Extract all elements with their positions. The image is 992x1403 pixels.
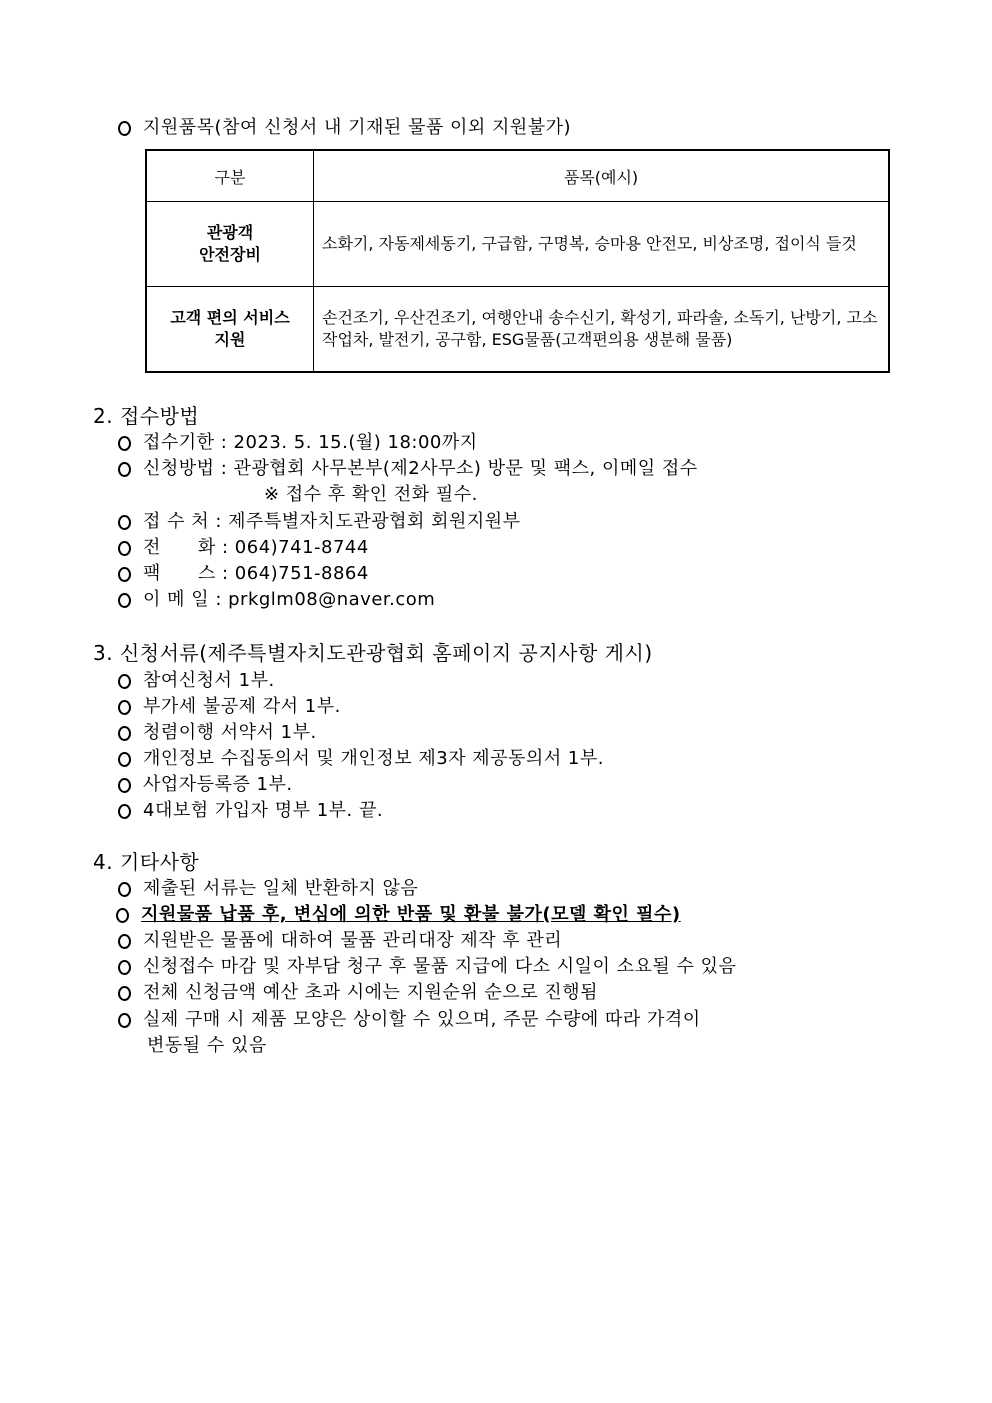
list-item	[118, 694, 341, 720]
list-item-text: 제출된 서류는 일체 반환하지 않음	[143, 878, 419, 899]
circle-bullet-icon	[118, 934, 131, 949]
table-header: 품목(예시)	[314, 150, 890, 202]
list-item-text: 참여신청서 1부.	[143, 670, 275, 691]
circle-bullet-icon	[118, 515, 131, 530]
list-item	[118, 587, 435, 613]
list-item	[118, 430, 478, 456]
list-item	[118, 561, 369, 587]
list-item	[118, 720, 317, 746]
circle-bullet-icon	[118, 804, 131, 819]
table-items: 소화기, 자동제세동기, 구급함, 구명복, 승마용 안전모, 비상조명, 접이식 들것	[314, 202, 890, 287]
circle-bullet-icon	[118, 726, 131, 741]
circle-bullet-icon	[118, 986, 131, 1001]
circle-bullet-icon	[118, 436, 131, 451]
list-item-emphasized	[116, 902, 681, 928]
circle-bullet-icon	[118, 462, 131, 477]
list-item-text: 접 수 처 : 제주특별자치도관광협회 회원지원부	[143, 511, 521, 532]
circle-bullet-icon	[118, 121, 131, 136]
note-text: ※ 접수 후 확인 전화 필수.	[264, 484, 478, 505]
intro-text: 지원품목(참여 신청서 내 기재된 물품 이외 지원불가)	[143, 117, 572, 138]
list-item	[118, 798, 383, 824]
list-item-text: 지원물품 납품 후, 변심에 의한 반품 및 환불 불가(모델 확인 필수)	[141, 904, 681, 925]
list-item	[118, 668, 275, 694]
circle-bullet-icon	[118, 541, 131, 556]
list-item	[118, 509, 521, 535]
list-item	[118, 535, 369, 561]
list-item-text: 사업자등록증 1부.	[143, 774, 293, 795]
table-category: 고객 편의 서비스 지원	[146, 287, 314, 373]
intro-line	[118, 115, 571, 141]
list-item-text: 접수기한 : 2023. 5. 15.(월) 18:00까지	[143, 432, 478, 453]
table-items: 손건조기, 우산건조기, 여행안내 송수신기, 확성기, 파라솔, 소독기, 난방기, 고소작업차, 발전기, 공구함, ESG물품(고객편의용 생분해 물품)	[314, 287, 890, 373]
list-item-text: 이 메 일 : prkglm08@naver.com	[143, 589, 436, 610]
circle-bullet-icon	[118, 752, 131, 767]
table-header: 구분	[146, 150, 314, 202]
table-row	[146, 202, 889, 287]
section-heading: 2. 접수방법	[93, 404, 200, 428]
list-item	[118, 456, 698, 482]
list-item-text: 청렴이행 서약서 1부.	[143, 722, 317, 743]
list-item-text: 부가세 불공제 각서 1부.	[143, 696, 341, 717]
circle-bullet-icon	[118, 882, 131, 897]
circle-bullet-icon	[116, 908, 129, 923]
list-item-text: 팩 스 : 064)751-8864	[143, 563, 369, 584]
list-item	[118, 980, 598, 1006]
list-item-text: 지원받은 물품에 대하여 물품 관리대장 제작 후 관리	[143, 930, 563, 951]
list-item-text: 개인정보 수집동의서 및 개인정보 제3자 제공동의서 1부.	[143, 748, 604, 769]
list-item-text: 전체 신청금액 예산 초과 시에는 지원순위 순으로 진행됨	[143, 982, 598, 1003]
list-item-continuation: 변동될 수 있음	[147, 1035, 267, 1056]
circle-bullet-icon	[118, 960, 131, 975]
list-item-text: 4대보험 가입자 명부 1부. 끝.	[143, 800, 384, 821]
table-row	[146, 287, 889, 373]
list-item	[118, 876, 418, 902]
list-item-text: 신청방법 : 관광협회 사무본부(제2사무소) 방문 및 팩스, 이메일 접수	[143, 458, 698, 479]
circle-bullet-icon	[118, 778, 131, 793]
section-heading: 4. 기타사항	[93, 850, 200, 874]
table-header-row	[146, 150, 889, 202]
list-item	[118, 772, 293, 798]
circle-bullet-icon	[118, 593, 131, 608]
list-item	[118, 928, 562, 954]
list-item-text: 전 화 : 064)741-8744	[143, 537, 369, 558]
circle-bullet-icon	[118, 700, 131, 715]
list-item-text: 실제 구매 시 제품 모양은 상이할 수 있으며, 주문 수량에 따라 가격이	[143, 1009, 701, 1030]
table-category: 관광객 안전장비	[146, 202, 314, 287]
circle-bullet-icon	[118, 674, 131, 689]
list-item	[118, 746, 604, 772]
section-heading: 3. 신청서류(제주특별자치도관광협회 홈페이지 공지사항 게시)	[93, 641, 653, 665]
list-item	[118, 954, 736, 980]
circle-bullet-icon	[118, 1013, 131, 1028]
items-table	[145, 149, 890, 373]
list-item	[118, 1007, 701, 1033]
circle-bullet-icon	[118, 567, 131, 582]
list-item-text: 신청접수 마감 및 자부담 청구 후 물품 지급에 다소 시일이 소요될 수 있음	[143, 956, 737, 977]
